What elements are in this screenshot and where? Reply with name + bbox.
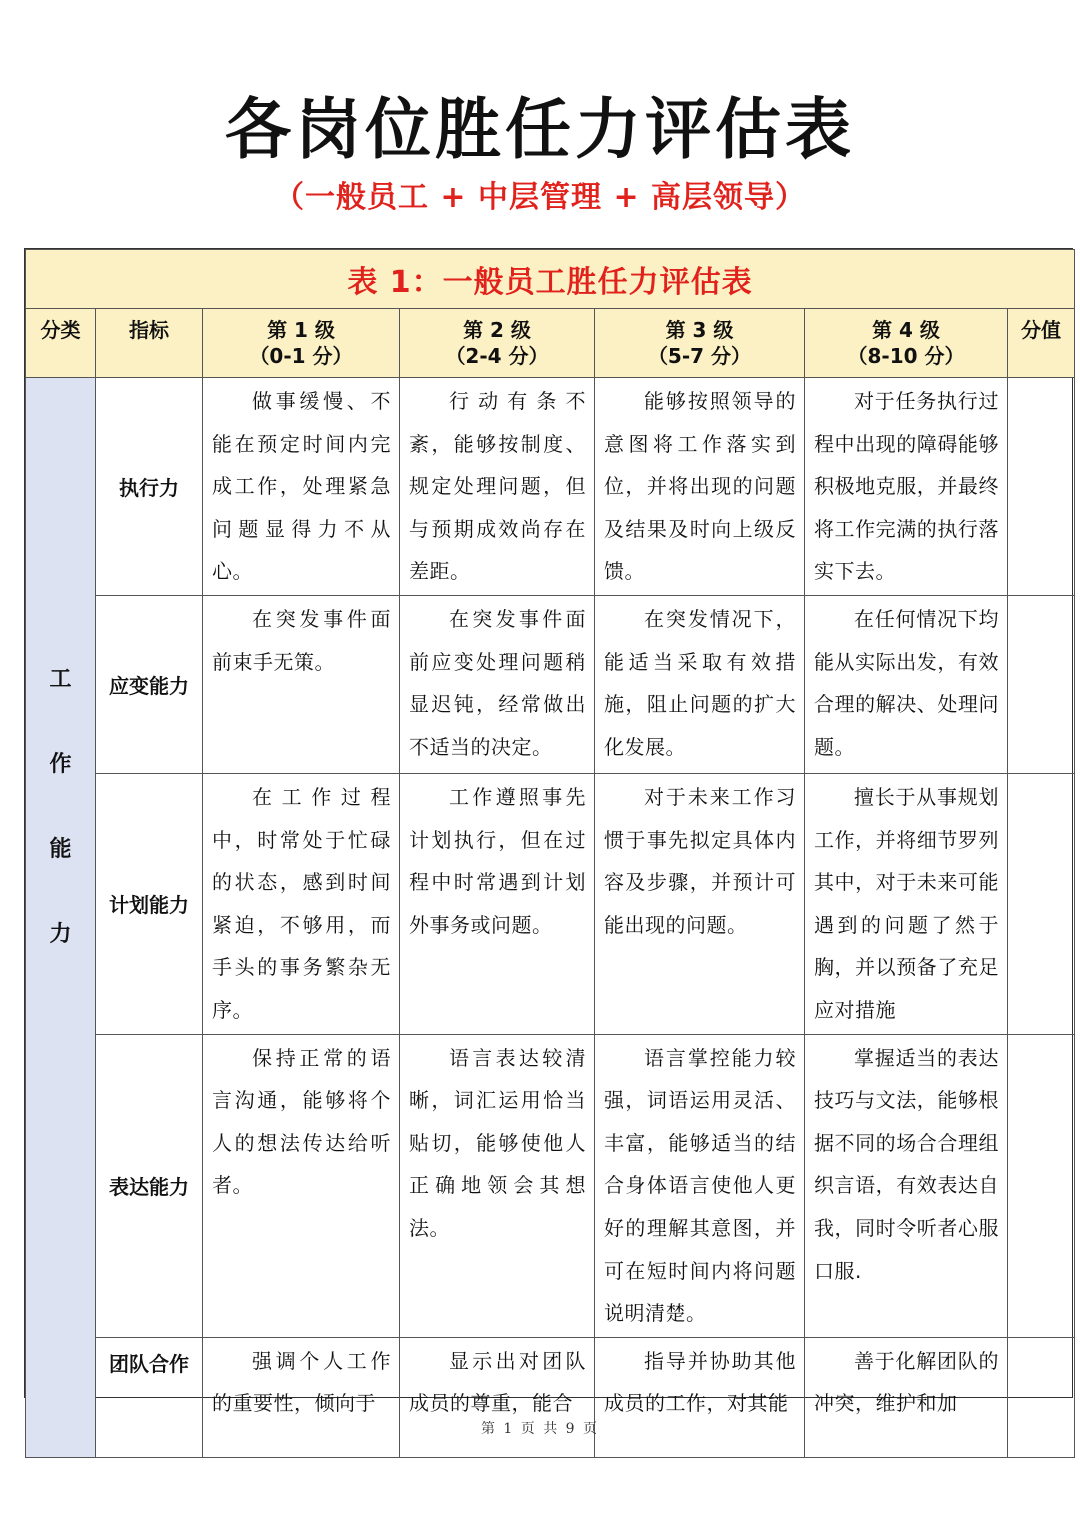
header-level-2-name: 第 2 级 — [463, 318, 531, 342]
score-cell[interactable] — [1008, 1337, 1075, 1457]
score-cell[interactable] — [1008, 1034, 1075, 1337]
page-title: 各岗位胜任力评估表 — [225, 91, 855, 168]
level-description: 保持正常的语言沟通，能够将个人的想法传达给听者。 — [203, 1034, 400, 1337]
table-row — [26, 1034, 1075, 1337]
page-number-footer: 第 1 页 共 9 页 — [480, 1421, 600, 1437]
indicator-cell: 应变能力 — [96, 595, 203, 773]
header-level-4 — [805, 309, 1008, 378]
level-description: 语言表达较清晰，词汇运用恰当贴切，能够使他人正确地领会其想法。 — [400, 1034, 595, 1337]
score-cell[interactable] — [1008, 773, 1075, 1034]
header-level-1-name: 第 1 级 — [267, 318, 335, 342]
header-level-3-range: （5-7 分） — [647, 344, 752, 368]
header-level-2 — [400, 309, 595, 378]
indicator-cell: 计划能力 — [96, 773, 203, 1034]
level-description: 在工作过程中，时常处于忙碌的状态，感到时间紧迫，不够用，而手头的事务繁杂无序。 — [203, 773, 400, 1034]
header-level-2-range: （2-4 分） — [445, 344, 549, 368]
level-description: 掌握适当的表达技巧与文法，能够根据不同的场合合理组织言语，有效表达自我，同时令听者心服口服. — [805, 1034, 1008, 1337]
table-header-row — [26, 309, 1075, 378]
level-description: 做事缓慢、不能在预定时间内完成工作，处理紧急问题显得力不从心。 — [203, 378, 400, 596]
score-cell[interactable] — [1008, 378, 1075, 596]
level-description: 行动有条不紊，能够按制度、规定处理问题，但与预期成效尚存在差距。 — [400, 378, 595, 596]
header-level-1-range: （0-1 分） — [249, 344, 353, 368]
level-description: 在突发情况下，能适当采取有效措施，阻止问题的扩大化发展。 — [595, 595, 805, 773]
category-char: 力 — [49, 922, 72, 948]
indicator-cell: 团队合作 — [96, 1337, 203, 1457]
assessment-table-container — [24, 248, 1073, 1416]
table-row — [26, 1337, 1075, 1457]
level-description: 显示出对团队成员的尊重，能合 — [400, 1337, 595, 1457]
competency-assessment-table — [25, 249, 1075, 1458]
level-description: 在突发事件面前应变处理问题稍显迟钝，经常做出不适当的决定。 — [400, 595, 595, 773]
indicator-cell: 表达能力 — [96, 1034, 203, 1337]
level-description: 在突发事件面前束手无策。 — [203, 595, 400, 773]
table-row — [26, 378, 1075, 596]
header-indicator: 指标 — [96, 309, 203, 378]
level-description: 对于任务执行过程中出现的障碍能够积极地克服，并最终将工作完满的执行落实下去。 — [805, 378, 1008, 596]
header-score: 分值 — [1008, 309, 1075, 378]
level-description: 对于未来工作习惯于事先拟定具体内容及步骤，并预计可能出现的问题。 — [595, 773, 805, 1034]
table-row — [26, 773, 1075, 1034]
indicator-cell: 执行力 — [96, 378, 203, 596]
level-description: 能够按照领导的意图将工作落实到位，并将出现的问题及结果及时向上级反馈。 — [595, 378, 805, 596]
header-category: 分类 — [26, 309, 96, 378]
header-level-3 — [595, 309, 805, 378]
page-subtitle: （一般员工 + 中层管理 + 高层领导） — [273, 180, 807, 215]
level-description: 指导并协助其他成员的工作，对其能 — [595, 1337, 805, 1457]
header-level-4-range: （8-10 分） — [847, 344, 965, 368]
category-label — [26, 637, 95, 977]
category-cell — [26, 378, 96, 1458]
category-char: 工 — [49, 667, 72, 693]
level-description: 强调个人工作的重要性，倾向于 — [203, 1337, 400, 1457]
level-description: 语言掌控能力较强，词语运用灵活、丰富，能够适当的结合身体语言使他人更好的理解其意图，并可在短时间内将问题说明清楚。 — [595, 1034, 805, 1337]
header-level-3-name: 第 3 级 — [665, 318, 734, 342]
header-level-4-name: 第 4 级 — [872, 318, 940, 342]
level-description: 工作遵照事先计划执行，但在过程中时常遇到计划外事务或问题。 — [400, 773, 595, 1034]
score-cell[interactable] — [1008, 595, 1075, 773]
category-char: 作 — [49, 752, 72, 778]
level-description: 擅长于从事规划工作，并将细节罗列其中，对于未来可能遇到的问题了然于胸，并以预备了充足应对措施 — [805, 773, 1008, 1034]
category-char: 能 — [49, 837, 72, 863]
table-caption: 表 1：一般员工胜任力评估表 — [26, 250, 1075, 309]
level-description: 在任何情况下均能从实际出发，有效合理的解决、处理问题。 — [805, 595, 1008, 773]
header-level-1 — [203, 309, 400, 378]
table-row — [26, 595, 1075, 773]
level-description: 善于化解团队的冲突，维护和加 — [805, 1337, 1008, 1457]
